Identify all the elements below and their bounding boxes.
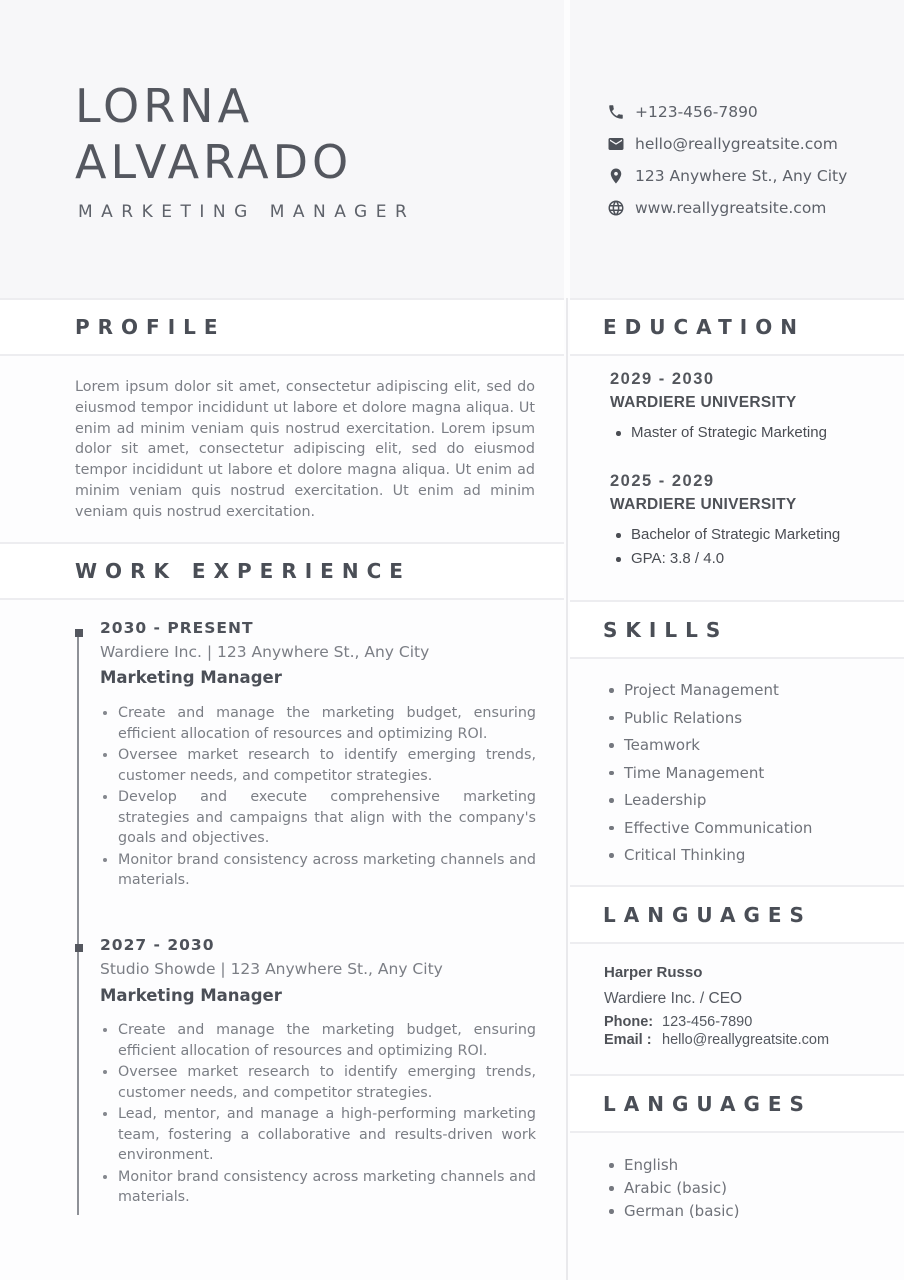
contact-address: 123 Anywhere St., Any City: [635, 167, 848, 185]
languages-list: [603, 1154, 739, 1223]
contact-website-row: [607, 192, 847, 224]
envelope-icon: [607, 135, 625, 153]
education-heading: EDUCATION: [603, 315, 805, 339]
skills-heading: SKILLS: [603, 617, 729, 642]
contact-email: hello@reallygreatsite.com: [635, 135, 838, 153]
languages-section-header: [570, 1074, 904, 1133]
languages-heading: LANGUAGES: [603, 1091, 812, 1116]
reference-phone-row: [604, 1014, 829, 1030]
job-dates: 2030 - PRESENT: [100, 619, 254, 637]
education-school: WARDIERE UNIVERSITY: [610, 496, 797, 513]
reference-name: Harper Russo: [604, 964, 703, 981]
skills-section-header: [570, 600, 904, 659]
job-bullet: Oversee market research to identify emerging trends, customer needs, and competitor strategies.: [100, 745, 536, 786]
education-dates: 2025 - 2029: [610, 472, 715, 490]
job-bullet-list: [100, 1020, 536, 1209]
timeline-line: [77, 637, 79, 1215]
person-name-line1: LORNA: [75, 79, 254, 133]
education-entry: [610, 472, 840, 571]
contact-website: www.reallygreatsite.com: [635, 199, 827, 217]
job-bullet: Monitor brand consistency across marketing channels and materials.: [100, 1167, 536, 1208]
job-company: Studio Showde | 123 Anywhere St., Any City: [100, 960, 443, 978]
language-item: German (basic): [603, 1200, 739, 1223]
job-bullet: Oversee market research to identify emerging trends, customer needs, and competitor strategies.: [100, 1062, 536, 1103]
contact-address-row: [607, 160, 847, 192]
job-bullet-list: [100, 703, 536, 892]
education-item: Master of Strategic Marketing: [610, 421, 827, 445]
job-bullet: Lead, mentor, and manage a high-performing marketing team, fostering a collaborative and results-driven work environment.: [100, 1104, 536, 1166]
contact-block: [607, 96, 847, 224]
skill-item: Teamwork: [603, 732, 812, 760]
job-title: Marketing Manager: [100, 986, 282, 1005]
skill-item: Public Relations: [603, 705, 812, 733]
education-item-list: [610, 523, 840, 571]
education-item-list: [610, 421, 827, 445]
person-job-title: MARKETING MANAGER: [78, 202, 416, 222]
profile-text: Lorem ipsum dolor sit amet, consectetur adipiscing elit, sed do eiusmod tempor incididunt ut labore et dolore magna aliqua. Ut enim ad minim veniam quis nostrud exercitation. Lorem ipsum dolor sit amet, consectetur adipiscing elit, sed do eiusmod tempor incididunt ut labore et dolore magna aliqua. Ut enim ad minim veniam quis nostrud exercitation. Ut enim ad minim veniam quis nostrud exercitation.: [75, 379, 535, 520]
job-company: Wardiere Inc. | 123 Anywhere St., Any City: [100, 643, 430, 661]
reference-role: Wardiere Inc. / CEO: [604, 990, 743, 1007]
work-heading: WORK EXPERIENCE: [75, 559, 411, 583]
job-bullet: Monitor brand consistency across marketing channels and materials.: [100, 850, 536, 891]
column-divider-line: [566, 298, 568, 1280]
job-bullet: Develop and execute comprehensive marketing strategies and campaigns that align with the company's goals and objectives.: [100, 787, 536, 849]
reference-block: [604, 964, 829, 1048]
language-item: English: [603, 1154, 739, 1177]
globe-icon: [607, 199, 625, 217]
work-section-header: [0, 542, 564, 600]
person-name-line2: ALVARADO: [75, 135, 353, 189]
education-entry: [610, 370, 827, 445]
education-item: GPA: 3.8 / 4.0: [610, 547, 840, 571]
contact-phone: +123-456-7890: [635, 103, 758, 121]
contact-email-row: [607, 128, 847, 160]
job-dates: 2027 - 2030: [100, 936, 215, 954]
phone-icon: [607, 103, 625, 121]
reference-phone-label: Phone:: [604, 1014, 654, 1030]
skills-list: [603, 677, 812, 870]
timeline-marker: [75, 944, 83, 952]
job-bullet: Create and manage the marketing budget, ensuring efficient allocation of resources and optimizing ROI.: [100, 1020, 536, 1061]
skill-item: Time Management: [603, 760, 812, 788]
skill-item: Effective Communication: [603, 815, 812, 843]
skill-item: Critical Thinking: [603, 842, 812, 870]
timeline-marker: [75, 629, 83, 637]
reference-email: hello@reallygreatsite.com: [662, 1032, 830, 1048]
contact-phone-row: [607, 96, 847, 128]
profile-section-header: [0, 298, 564, 356]
education-dates: 2029 - 2030: [610, 370, 715, 388]
profile-heading: PROFILE: [75, 315, 226, 339]
reference-email-label: Email :: [604, 1032, 652, 1048]
person-name: [75, 78, 352, 190]
reference-phone: 123-456-7890: [662, 1014, 753, 1030]
map-pin-icon: [607, 167, 625, 185]
job-title: Marketing Manager: [100, 668, 282, 687]
education-item: Bachelor of Strategic Marketing: [610, 523, 840, 547]
reference-email-row: [604, 1032, 829, 1048]
job-bullet: Create and manage the marketing budget, ensuring efficient allocation of resources and optimizing ROI.: [100, 703, 536, 744]
education-section-header: [570, 298, 904, 356]
education-school: WARDIERE UNIVERSITY: [610, 394, 797, 411]
reference-heading: LANGUAGES: [603, 902, 812, 927]
language-item: Arabic (basic): [603, 1177, 739, 1200]
skill-item: Leadership: [603, 787, 812, 815]
reference-section-header: [570, 885, 904, 944]
skill-item: Project Management: [603, 677, 812, 705]
